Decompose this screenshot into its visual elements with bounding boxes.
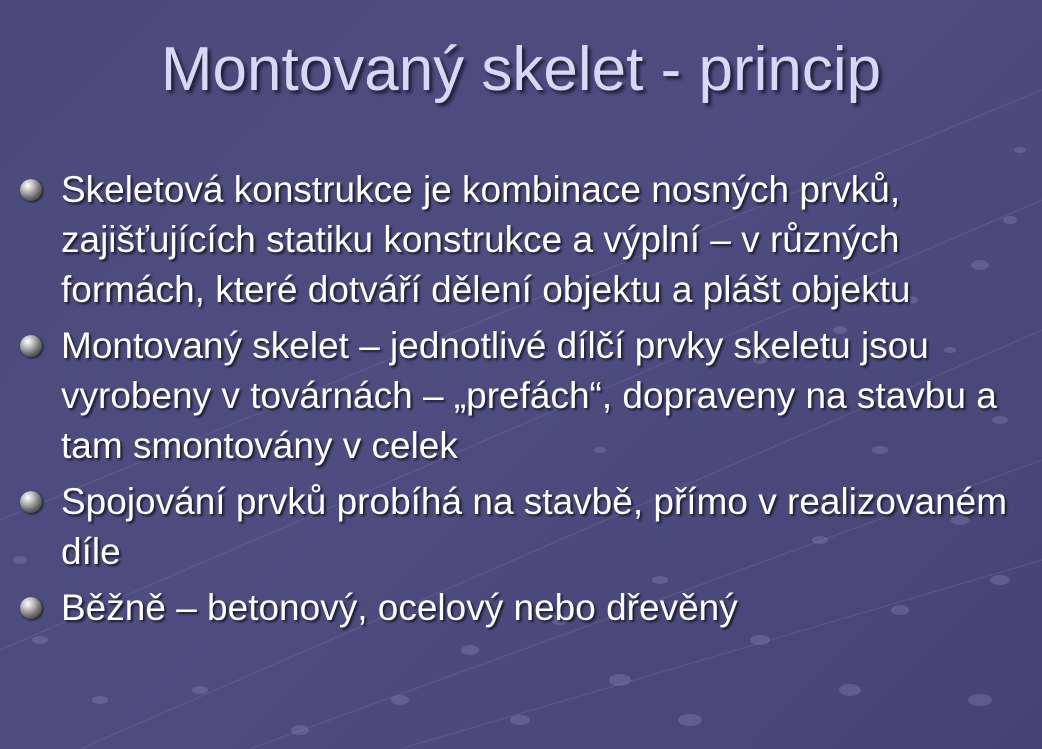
bullet-item (18, 477, 1034, 577)
bullet-item (18, 165, 1034, 315)
sphere-bullet-icon (20, 335, 42, 357)
sphere-bullet-icon (20, 491, 42, 513)
bullet-list (18, 165, 1034, 639)
sphere-bullet-icon (20, 179, 42, 201)
bullet-text: Skeletová konstrukce je kombinace nosných prvků, zajišťujících statiku konstrukce a výplní – v různých formách, které dotváří dělení objektu a plášt objektu (61, 169, 911, 310)
bullet-text: Montovaný skelet – jednotlivé dílčí prvky skeletu jsou vyrobeny v továrnách – „prefách“, dopraveny na stavbu a tam smontovány v celek (61, 325, 997, 466)
bullet-text: Běžně – betonový, ocelový nebo dřevěný (61, 587, 738, 628)
bullet-item (18, 583, 1034, 633)
slide-title: Montovaný skelet - princip (160, 35, 882, 104)
bullet-item (18, 321, 1034, 471)
sphere-bullet-icon (20, 597, 42, 619)
bullet-text: Spojování prvků probíhá na stavbě, přímo v realizovaném díle (61, 481, 1008, 572)
